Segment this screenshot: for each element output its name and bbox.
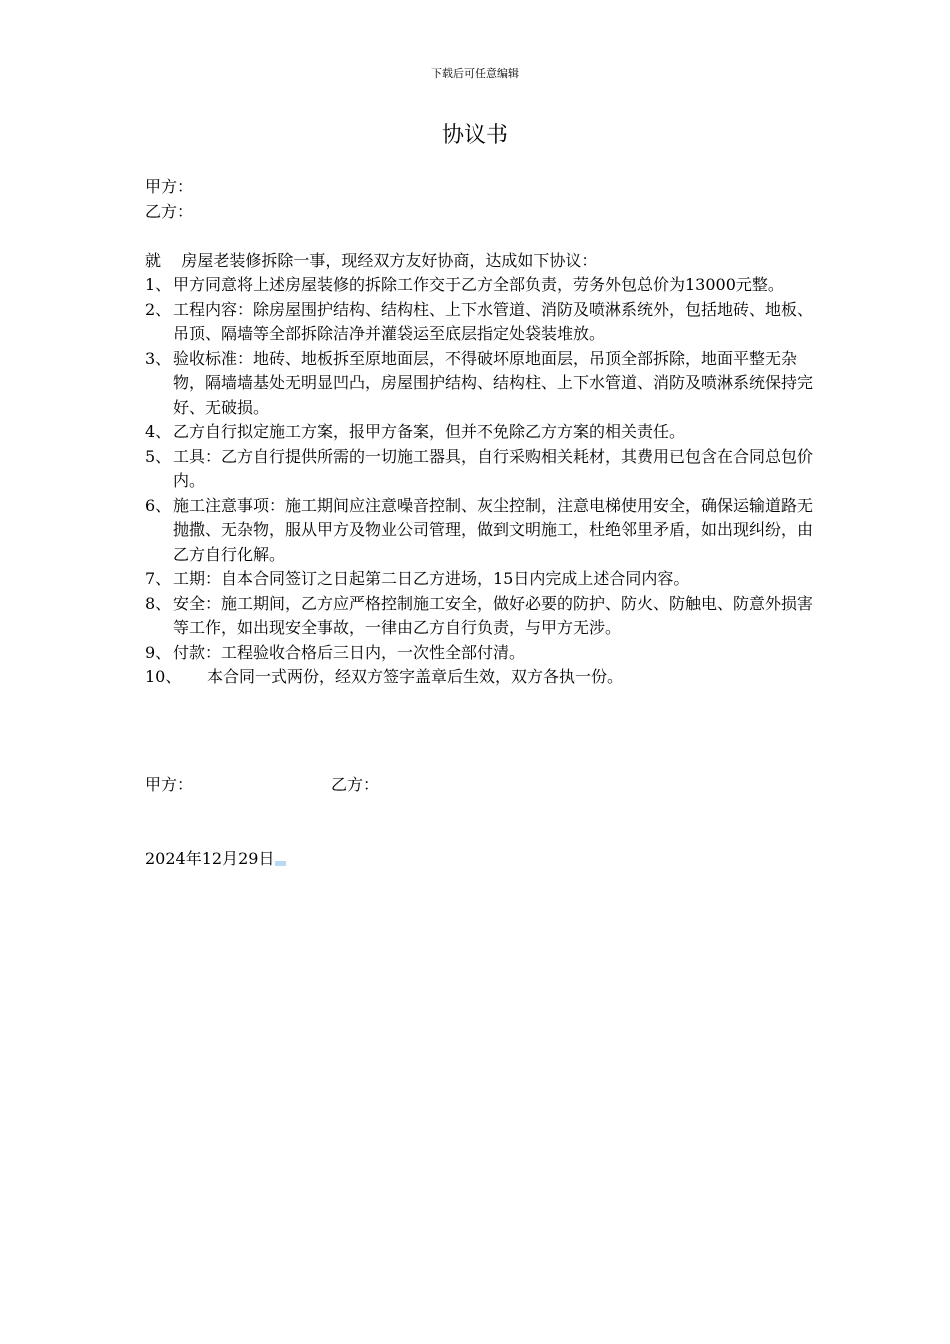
clause-number: 7、	[145, 569, 172, 588]
party-a-line: 甲方：	[145, 177, 194, 196]
clause-number: 4、	[145, 422, 172, 441]
party-b-line: 乙方：	[145, 202, 194, 221]
clause-number: 5、	[145, 446, 172, 466]
document-title: 协议书	[441, 123, 508, 148]
clause-number: 1、	[145, 275, 172, 294]
clause-text: 工期：自本合同签订之日起第二日乙方进场，15日内完成上述合同内容。	[173, 569, 690, 588]
clause-list	[145, 273, 825, 690]
clause-item	[145, 347, 825, 421]
clause-text: 工程内容：除房屋围护结构、结构柱、上下水管道、消防及喷淋系统外，包括地砖、地板、吊顶、隔墙等全部拆除洁净并灌袋运至底层指定处袋装堆放。	[173, 299, 814, 343]
clause-item	[145, 665, 825, 690]
clause-number: 9、	[145, 642, 172, 662]
clause-item	[145, 494, 825, 568]
clause-item	[145, 592, 825, 641]
signature-party-a: 甲方：	[145, 775, 194, 794]
clause-text: 付款：工程验收合格后三日内，一次性全部付清。	[173, 642, 526, 662]
clause-text: 施工注意事项：施工期间应注意噪音控制、灰尘控制，注意电梯使用安全，确保运输道路无抛撒、无杂物，服从甲方及物业公司管理，做到文明施工，杜绝邻里矛盾，如出现纠纷，由乙方自行化解。	[173, 495, 814, 564]
clause-item	[145, 445, 825, 494]
clause-item	[145, 420, 825, 445]
clause-text: 验收标准：地砖、地板拆至原地面层，不得破坏原地面层，吊顶全部拆除，地面平整无杂物，隔墙墙基处无明显凹凸，房屋围护结构、结构柱、上下水管道、消防及喷淋系统保持完好、无破损。	[173, 348, 814, 417]
clause-text: 本合同一式两份，经双方签字盖章后生效，双方各执一份。	[207, 667, 624, 686]
clause-item	[145, 298, 825, 347]
clause-number: 6、	[145, 495, 172, 515]
clause-item	[145, 273, 825, 298]
intro-paragraph: 就 房屋老装修拆除一事，现经双方友好协商，达成如下协议：	[145, 251, 598, 270]
clause-text: 甲方同意将上述房屋装修的拆除工作交于乙方全部负责，劳务外包总价为13000元整。	[173, 275, 784, 294]
clause-item	[145, 641, 825, 666]
header-note: 下载后可任意编辑	[431, 67, 519, 80]
clause-number: 10、	[145, 667, 182, 686]
clause-number: 3、	[145, 348, 172, 368]
signing-date: 2024年12月29日	[145, 849, 275, 868]
signature-party-b: 乙方：	[331, 775, 380, 794]
clause-item	[145, 567, 825, 592]
clause-text: 工具：乙方自行提供所需的一切施工器具，自行采购相关耗材，其费用已包含在合同总包价内。	[173, 446, 814, 490]
text-cursor-mark	[275, 861, 286, 866]
clause-text: 乙方自行拟定施工方案，报甲方备案，但并不免除乙方方案的相关责任。	[173, 422, 686, 441]
signature-row	[145, 772, 380, 798]
clause-text: 安全：施工期间，乙方应严格控制施工安全，做好必要的防护、防火、防触电、防意外损害等工作，如出现安全事故，一律由乙方自行负责，与甲方无涉。	[173, 593, 814, 637]
clause-number: 2、	[145, 299, 172, 319]
date-line	[145, 847, 286, 871]
clause-number: 8、	[145, 593, 172, 613]
